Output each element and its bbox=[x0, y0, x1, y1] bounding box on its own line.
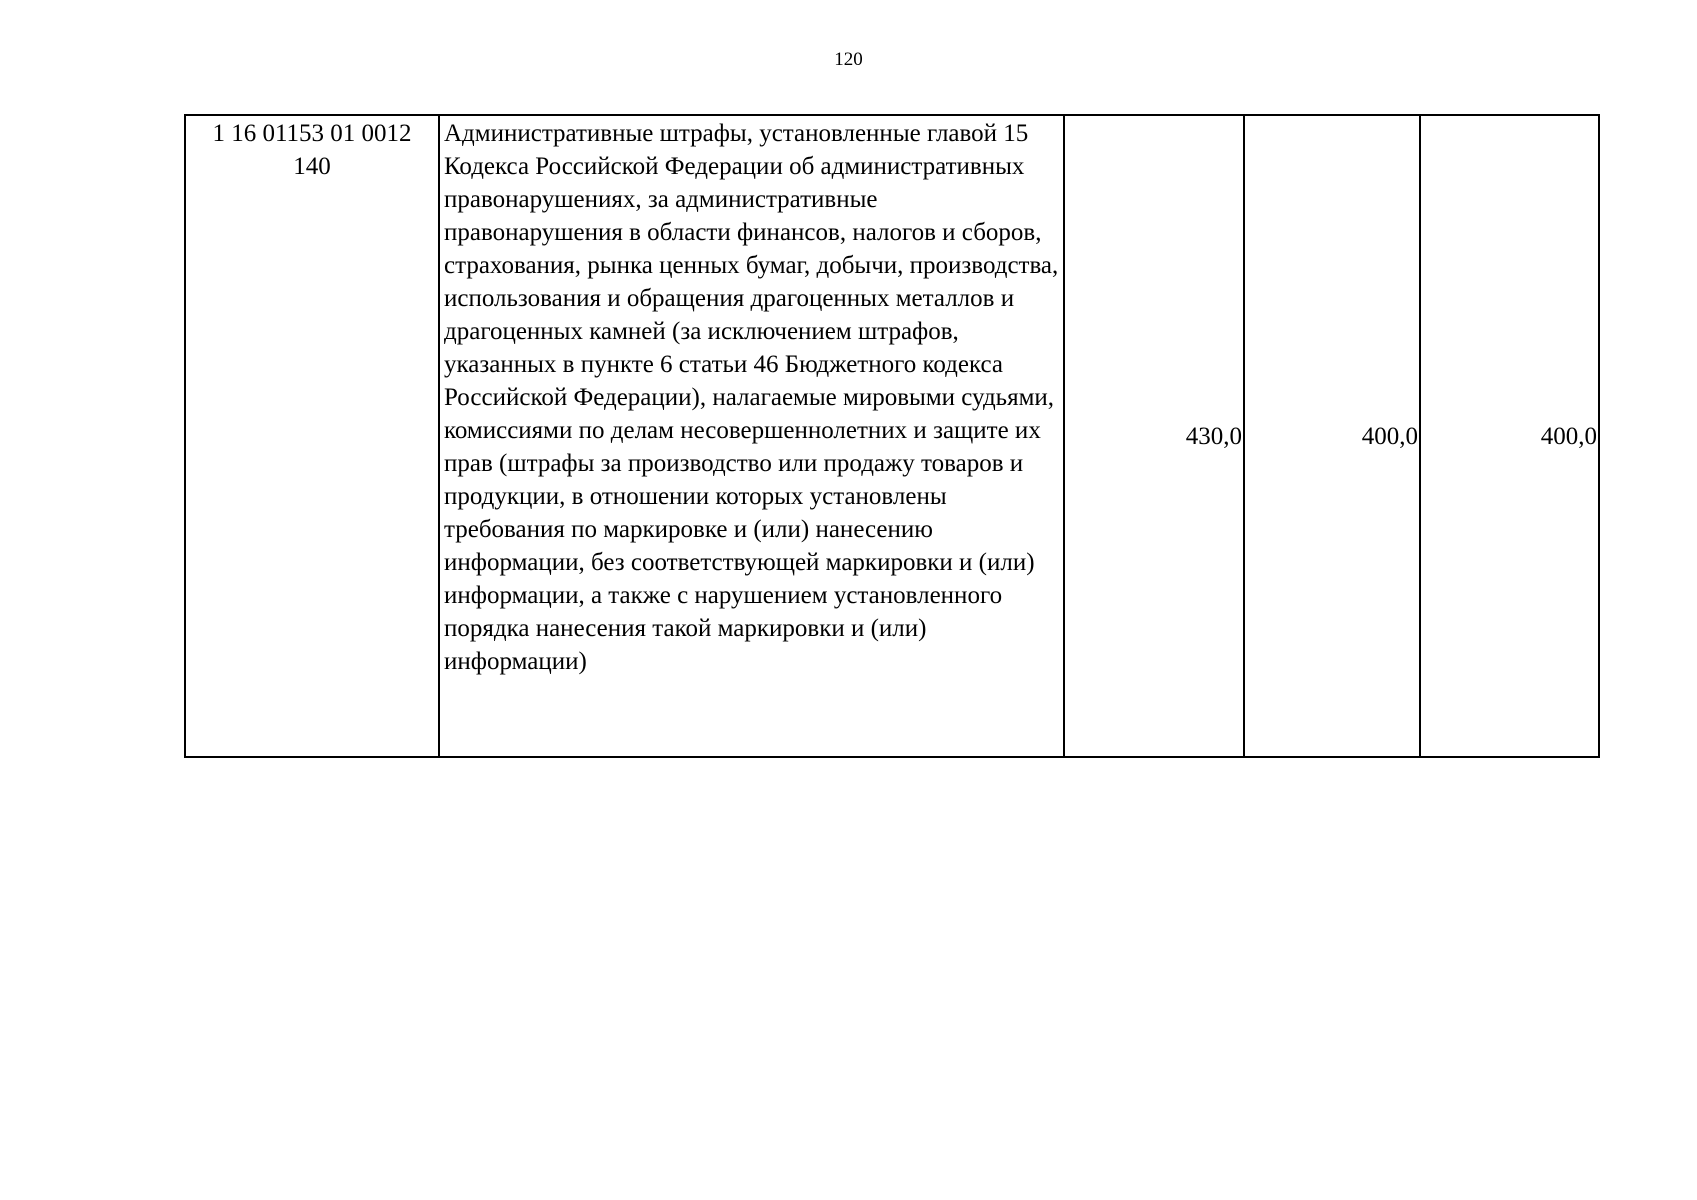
revenue-item-name: Административные штрафы, установленные главой 15 Кодекса Российской Федерации об административных правонарушениях, за административные правонарушения в области финансов, налогов и сборов, страхования, рынка ценных бумаг, добычи, производства, использования и обращения драгоценных металлов и драгоценных камней (за исключением штрафов, указанных в пункте 6 статьи 46 Бюджетного кодекса Российской Федерации), налагаемые мировыми судьями, комиссиями по делам несовершеннолетних и защите их прав (штрафы за производство или продажу товаров и продукции, в отношении которых установлены требования по маркировке и (или) нанесению информации, без соответствующей маркировки и (или) информации, а также с нарушением установленного порядка нанесения такой маркировки и (или) информации) bbox=[439, 115, 1064, 757]
amount-value-3: 400,0 bbox=[1420, 115, 1599, 757]
amount-value-2: 400,0 bbox=[1244, 115, 1420, 757]
page-number: 120 bbox=[834, 49, 863, 70]
budget-table bbox=[184, 114, 1600, 758]
table-row bbox=[185, 115, 1599, 757]
amount-value-1: 430,0 bbox=[1064, 115, 1244, 757]
budget-classification-code: 1 16 01153 01 0012 140 bbox=[185, 115, 439, 757]
